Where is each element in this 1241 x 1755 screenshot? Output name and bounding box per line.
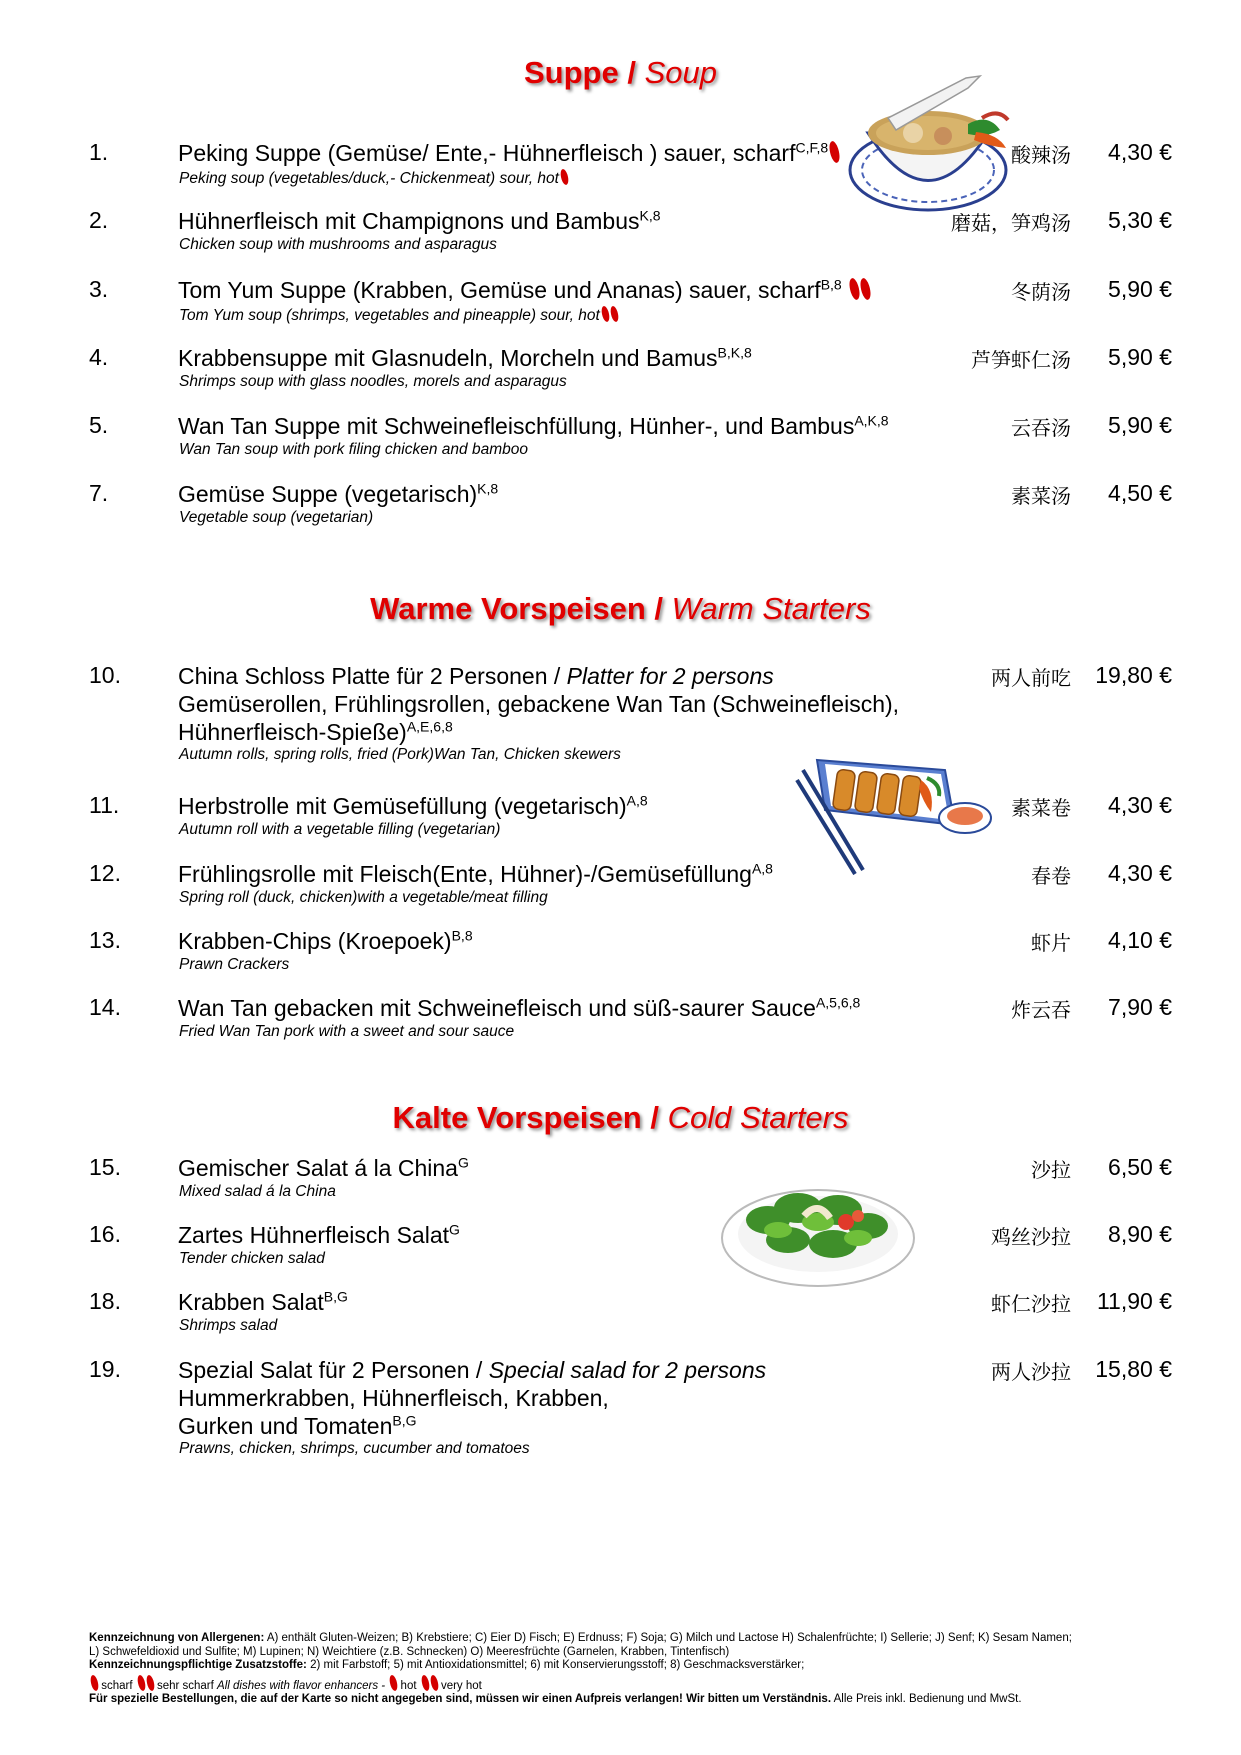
allergen-codes: A,E,6,8: [406, 718, 453, 735]
item-name-text: Gemischer Salat á la China: [178, 1155, 458, 1181]
item-number: 13.: [89, 927, 121, 953]
item-description: Tender chicken salad: [179, 1250, 325, 1267]
item-price: 4,30 €: [1108, 860, 1172, 886]
item-name: [178, 276, 978, 304]
legend-very-hot: very hot: [440, 1679, 482, 1692]
item-name-text: Wan Tan Suppe mit Schweinefleischfüllung, Hünher-, und Bambus: [178, 413, 855, 439]
item-name: [178, 1356, 978, 1440]
item-name: [178, 1288, 978, 1316]
item-chinese-name: 酸辣汤: [1011, 143, 1071, 167]
item-description: Vegetable soup (vegetarian): [179, 509, 374, 526]
section-title-sep: /: [645, 591, 672, 626]
item-description: Prawn Crackers: [179, 956, 290, 973]
allergen-text: A) enthält Gluten-Weizen; B) Krebstiere; C) Eier D) Fisch; E) Erdnuss; F) Soja; G) Milch und Lactose H) Schalenfrüchte; I) Sellerie; J) Senf; K) Sesam Namen;: [264, 1632, 1072, 1644]
chili-icon: [428, 1674, 440, 1691]
item-description: [179, 169, 568, 188]
soup-bowl-image: [848, 58, 1018, 216]
item-number: 4.: [89, 344, 109, 370]
item-name-text: Zartes Hühnerfleisch Salat: [178, 1222, 450, 1248]
chili-icon: [858, 277, 873, 301]
section-title-de: Kalte Vorspeisen: [392, 1100, 642, 1135]
legend-scharf: scharf: [101, 1679, 133, 1692]
item-chinese-name: 鸡丝沙拉: [991, 1225, 1071, 1249]
item-name-text: Krabben-Chips (Kroepoek): [178, 928, 452, 954]
item-name-line3: [178, 718, 978, 746]
chili-icon: [89, 1674, 101, 1691]
chili-icon: [135, 1674, 147, 1691]
item-chinese-name: 云吞汤: [1011, 416, 1071, 440]
item-chinese-name: 素菜汤: [1011, 484, 1071, 508]
legend-hot: hot: [400, 1679, 417, 1692]
section-title-de: Suppe: [524, 55, 619, 90]
item-description: Chicken soup with mushrooms and asparagus: [179, 236, 497, 253]
allergen-label: Kennzeichnung von Allergenen:: [89, 1632, 265, 1644]
item-name-text: Spezial Salat für 2 Personen /: [178, 1357, 489, 1383]
item-name-line3-text: Gurken und Tomaten: [178, 1413, 393, 1439]
item-price: 11,90 €: [1096, 1288, 1172, 1314]
item-price: 5,90 €: [1108, 412, 1172, 438]
item-name: [178, 344, 978, 372]
item-price: 4,50 €: [1108, 480, 1172, 506]
item-chinese-name: 冬荫汤: [1011, 280, 1071, 304]
chili-icon: [419, 1674, 431, 1691]
item-description: Shrimps soup with glass noodles, morels and asparagus: [179, 373, 567, 390]
section-title-soup: [0, 55, 1241, 91]
chili-icon: [608, 305, 620, 322]
item-number: 10.: [89, 662, 121, 688]
allergen-codes: B,8: [820, 276, 842, 293]
item-chinese-name: 磨菇，笋鸡汤: [951, 211, 1071, 235]
notice-bold: Für spezielle Bestellungen, die auf der Karte so nicht angegeben sind, müssen wir einen Aufpreis verlangen! Wir bitten um Verständnis.: [89, 1693, 832, 1705]
section-title-sep: /: [618, 55, 645, 90]
allergen-codes: G: [449, 1221, 460, 1238]
special-order-notice: [89, 1693, 1169, 1707]
item-name: [178, 1221, 978, 1249]
item-name: [178, 860, 978, 888]
allergen-codes: K,8: [639, 207, 661, 224]
additive-text: 2) mit Farbstoff; 5) mit Antioxidationsmittel; 6) mit Konservierungsstoff; 8) Geschmacksverstärker;: [306, 1659, 805, 1671]
allergen-line: [89, 1632, 1169, 1646]
item-price: 5,30 €: [1108, 207, 1172, 233]
item-price: 19,80 €: [1095, 662, 1172, 688]
item-description: Shrimps salad: [179, 1317, 278, 1334]
item-number: 16.: [89, 1221, 121, 1247]
allergen-codes: A,K,8: [854, 412, 889, 429]
allergen-codes: G: [457, 1154, 469, 1171]
notice-tail: Alle Preis inkl. Bedienung und MwSt.: [831, 1693, 1022, 1705]
item-name-line2: Hummerkrabben, Hühnerfleisch, Krabben,: [178, 1385, 609, 1411]
item-name-line3: [178, 1412, 978, 1440]
allergen-codes: B,8: [451, 927, 473, 944]
item-name: [178, 139, 978, 167]
allergen-line-2: L) Schwefeldioxid und Sulfite; M) Lupinen; N) Weichtiere (z.B. Schnecken) O) Meeresfrüchte (Garnelen, Krabben, Tintenfisch): [89, 1645, 730, 1658]
item-name-text: Krabbensuppe mit Glasnudeln, Morcheln und Bamus: [178, 345, 718, 371]
item-name-text: Hühnerfleisch mit Champignons und Bambus: [178, 208, 640, 234]
item-price: 5,90 €: [1108, 276, 1172, 302]
item-price: 4,30 €: [1108, 792, 1172, 818]
section-title-en: Cold Starters: [667, 1100, 849, 1135]
additive-line: [89, 1659, 1169, 1673]
item-price: 7,90 €: [1108, 994, 1172, 1020]
allergen-codes: A,8: [751, 860, 773, 877]
item-price: 4,30 €: [1108, 139, 1172, 165]
chili-icon: [559, 168, 571, 185]
item-number: 15.: [89, 1154, 121, 1180]
item-number: 3.: [89, 276, 109, 302]
item-chinese-name: 炸云吞: [1011, 998, 1071, 1022]
item-chinese-name: 芦笋虾仁汤: [971, 348, 1071, 372]
item-description: Wan Tan soup with pork filing chicken and bamboo: [179, 441, 528, 458]
allergen-codes: B,K,8: [717, 344, 752, 361]
item-price: 4,10 €: [1108, 927, 1172, 953]
section-title-sep: /: [641, 1100, 668, 1135]
chili-icon: [144, 1674, 156, 1691]
section-title-cold-starters: [0, 1100, 1241, 1136]
item-chinese-name: 两人沙拉: [991, 1360, 1071, 1384]
item-number: 11.: [89, 792, 120, 818]
chili-legend: [89, 1675, 1169, 1694]
item-name-line2: Gemüserollen, Frühlingsrollen, gebackene Wan Tan (Schweinefleisch),: [178, 691, 900, 717]
item-price: 5,90 €: [1108, 344, 1172, 370]
item-name: [178, 927, 978, 955]
item-number: 5.: [89, 412, 109, 438]
item-name: [178, 480, 978, 508]
item-name: [178, 412, 978, 440]
allergen-codes: C,F,8: [795, 139, 829, 156]
allergen-codes: A,8: [626, 792, 648, 809]
item-number: 2.: [89, 207, 109, 233]
additive-label: Kennzeichnungspflichtige Zusatzstoffe:: [89, 1659, 307, 1671]
item-name-text: Wan Tan gebacken mit Schweinefleisch und süß-saurer Sauce: [178, 995, 816, 1021]
allergen-codes: A,5,6,8: [815, 994, 861, 1011]
item-price: 6,50 €: [1108, 1154, 1172, 1180]
item-name-text: Krabben Salat: [178, 1289, 324, 1315]
item-price: 15,80 €: [1095, 1356, 1172, 1382]
section-title-de: Warme Vorspeisen: [370, 591, 646, 626]
allergen-footer: [89, 1632, 1169, 1707]
item-chinese-name: 春卷: [1031, 864, 1071, 888]
item-chinese-name: 沙拉: [1031, 1158, 1071, 1182]
item-number: 12.: [89, 860, 121, 886]
item-number: 18.: [89, 1288, 121, 1314]
item-chinese-name: 素菜卷: [1011, 796, 1071, 820]
item-chinese-name: 虾仁沙拉: [991, 1292, 1071, 1316]
allergen-codes: B,G: [392, 1412, 417, 1429]
item-name-line1: [178, 662, 978, 690]
section-title-warm-starters: [0, 591, 1241, 627]
legend-note: All dishes with flavor enhancers -: [217, 1679, 386, 1692]
item-number: 19.: [89, 1356, 121, 1382]
item-description: Prawns, chicken, shrimps, cucumber and tomatoes: [179, 1440, 530, 1457]
item-name: [178, 1154, 978, 1182]
allergen-codes: K,8: [477, 480, 499, 497]
chili-icon: [599, 305, 611, 322]
item-name-italic: Special salad for 2 persons: [488, 1357, 767, 1383]
item-description: Fried Wan Tan pork with a sweet and sour sauce: [179, 1023, 515, 1040]
chili-icon: [827, 140, 842, 164]
item-name-line1: [178, 1356, 978, 1384]
item-description: Autumn rolls, spring rolls, fried (Pork)Wan Tan, Chicken skewers: [179, 746, 621, 763]
item-number: 14.: [89, 994, 121, 1020]
item-chinese-name: 虾片: [1031, 931, 1071, 955]
item-description-text: Tom Yum soup (shrimps, vegetables and pineapple) sour, hot: [179, 307, 600, 324]
item-name-italic: Platter for 2 persons: [566, 663, 774, 689]
item-name-text: Herbstrolle mit Gemüsefüllung (vegetarisch): [178, 793, 627, 819]
item-name-line3-text: Hühnerfleisch-Spieße): [178, 719, 407, 745]
item-description: [179, 306, 618, 325]
item-name: [178, 994, 978, 1022]
item-number: 1.: [89, 139, 109, 165]
item-name-text: China Schloss Platte für 2 Personen /: [178, 663, 567, 689]
item-name: [178, 207, 978, 235]
chili-icon: [388, 1674, 400, 1691]
item-name-text: Peking Suppe (Gemüse/ Ente,- Hühnerfleisch ) sauer, scharf: [178, 140, 796, 166]
item-description: Autumn roll with a vegetable filling (vegetarian): [179, 821, 501, 838]
item-name-text: Tom Yum Suppe (Krabben, Gemüse und Ananas) sauer, scharf: [178, 277, 821, 303]
section-title-en: Soup: [644, 55, 717, 90]
section-title-en: Warm Starters: [671, 591, 871, 626]
item-name-text: Frühlingsrolle mit Fleisch(Ente, Hühner)-/Gemüsefüllung: [178, 861, 752, 887]
item-price: 8,90 €: [1108, 1221, 1172, 1247]
legend-sehr-scharf: sehr scharf: [156, 1679, 214, 1692]
item-chinese-name: 两人前吃: [991, 666, 1071, 690]
item-description: Mixed salad á la China: [179, 1183, 336, 1200]
item-name-text: Gemüse Suppe (vegetarisch): [178, 481, 478, 507]
item-description-text: Peking soup (vegetables/duck,- Chickenmeat) sour, hot: [179, 170, 559, 187]
item-name: [178, 792, 978, 820]
item-number: 7.: [89, 480, 109, 506]
item-description: Spring roll (duck, chicken)with a vegetable/meat filling: [179, 889, 548, 906]
allergen-codes: B,G: [323, 1288, 348, 1305]
item-name: [178, 662, 978, 746]
